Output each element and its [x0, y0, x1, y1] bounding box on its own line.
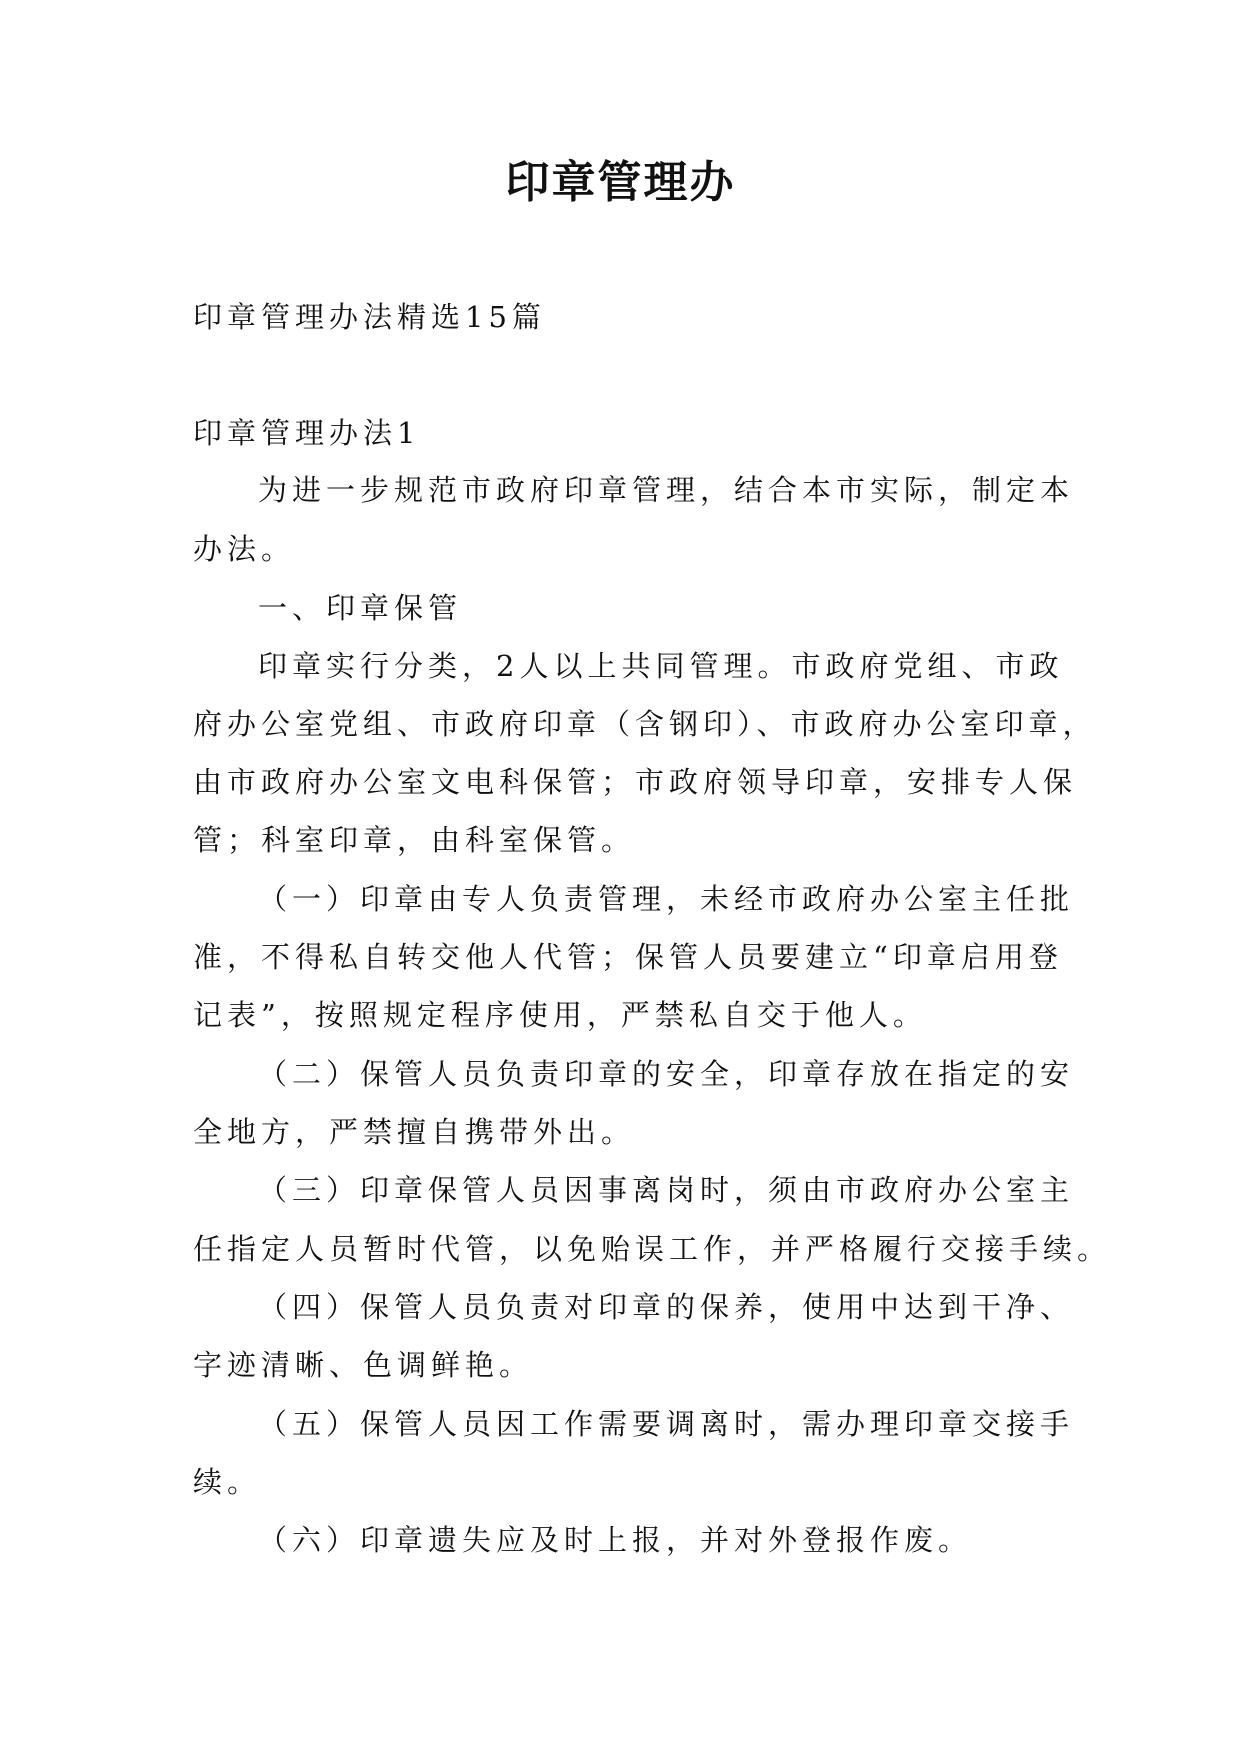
- document-title: 印章管理办: [505, 157, 736, 208]
- paragraph-line: 续。: [193, 1465, 262, 1499]
- paragraph-line: 印章实行分类，2人以上共同管理。市政府党组、市政: [258, 649, 1064, 683]
- paragraph-line: （三）印章保管人员因事离岗时，须由市政府办公室主: [258, 1173, 1075, 1207]
- paragraph-line: 府办公室党组、市政府印章（含钢印）、市政府办公室印章，: [193, 707, 1097, 741]
- section-heading: 印章管理办法1: [193, 416, 421, 450]
- paragraph-line: （四）保管人员负责对印章的保养，使用中达到干净、: [258, 1290, 1075, 1324]
- paragraph-line: 全地方，严禁擅自携带外出。: [193, 1115, 636, 1149]
- paragraph-line: （二）保管人员负责印章的安全，印章存放在指定的安: [258, 1057, 1075, 1091]
- subsection-heading: 一、印章保管: [258, 591, 463, 625]
- paragraph-line: （六）印章遗失应及时上报，并对外登报作废。: [258, 1523, 973, 1557]
- paragraph-line: 为进一步规范市政府印章管理，结合本市实际，制定本: [258, 473, 1075, 507]
- paragraph-line: （五）保管人员因工作需要调离时，需办理印章交接手: [258, 1407, 1075, 1441]
- paragraph-line: 任指定人员暂时代管，以免贻误工作，并严格履行交接手续。: [193, 1232, 1112, 1266]
- paragraph-line: 办法。: [193, 532, 296, 566]
- paragraph-line: 管；科室印章，由科室保管。: [193, 823, 636, 857]
- paragraph-line: 字迹清晰、色调鲜艳。: [193, 1348, 534, 1382]
- document-subtitle: 印章管理办法精选15篇: [193, 300, 546, 334]
- paragraph-line: （一）印章由专人负责管理，未经市政府办公室主任批: [258, 882, 1075, 916]
- paragraph-line: 由市政府办公室文电科保管；市政府领导印章，安排专人保: [193, 765, 1078, 799]
- paragraph-line: 记表”，按照规定程序使用，严禁私自交于他人。: [193, 998, 927, 1032]
- paragraph-line: 准，不得私自转交他人代管；保管人员要建立“印章启用登: [193, 940, 1063, 974]
